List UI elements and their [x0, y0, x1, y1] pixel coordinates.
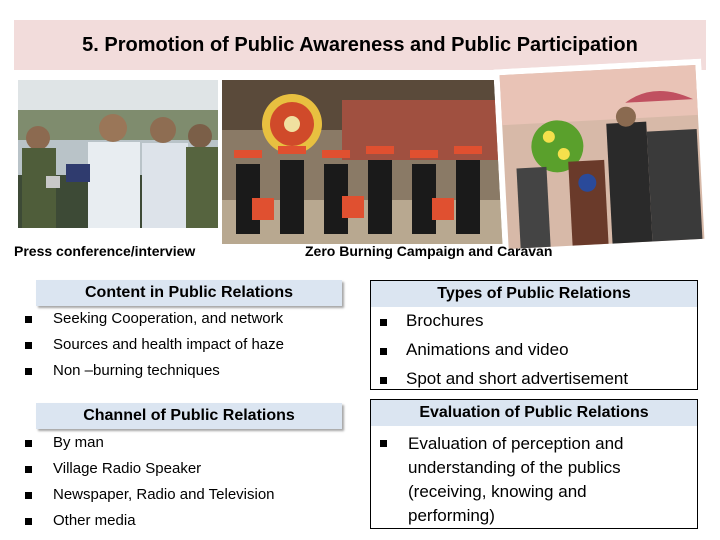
list-item	[380, 432, 670, 528]
list-item-text: Seeking Cooperation, and network	[53, 310, 284, 327]
list-item	[25, 459, 345, 485]
bullet-icon	[380, 348, 387, 355]
bullet-icon	[380, 377, 387, 384]
list-item	[25, 334, 345, 360]
bullet-icon	[25, 368, 32, 375]
press-conference-photo	[18, 80, 218, 228]
list-item-text: Animations and video	[406, 340, 569, 359]
list-item-text: Evaluation of perception and understanding of the publics (receiving, knowing and performing)	[408, 434, 624, 525]
list-item	[380, 310, 692, 339]
list-item	[25, 433, 345, 459]
channel-heading: Channel of Public Relations	[36, 403, 342, 429]
slide-title: 5. Promotion of Public Awareness and Public Participation	[82, 33, 638, 56]
bullet-icon	[25, 466, 32, 473]
bullet-icon	[25, 492, 32, 499]
content-list	[25, 308, 345, 386]
bullet-icon	[25, 440, 32, 447]
press-conference-caption: Press conference/interview	[14, 243, 196, 259]
list-item-text: Sources and health impact of haze	[53, 336, 284, 353]
channel-list	[25, 433, 345, 537]
list-item	[380, 368, 692, 397]
bullet-icon	[25, 518, 32, 525]
bullet-icon	[25, 342, 32, 349]
list-item	[25, 308, 345, 334]
list-item-text: Village Radio Speaker	[53, 460, 202, 477]
list-item-text: Newspaper, Radio and Television	[53, 486, 275, 503]
list-item-text: Spot and short advertisement	[406, 369, 629, 388]
list-item	[25, 360, 345, 386]
list-item-text: Brochures	[406, 311, 484, 330]
list-item	[25, 485, 345, 511]
types-list	[380, 310, 692, 397]
list-item	[25, 511, 345, 537]
list-item	[380, 339, 692, 368]
list-item-text: Non –burning techniques	[53, 362, 220, 379]
campaign-photo	[222, 80, 520, 244]
bullet-icon	[380, 319, 387, 326]
campaign-caption: Zero Burning Campaign and Caravan	[305, 243, 553, 259]
bullet-icon	[380, 440, 387, 447]
bullet-icon	[25, 316, 32, 323]
evaluation-heading: Evaluation of Public Relations	[371, 400, 697, 426]
content-heading: Content in Public Relations	[36, 280, 342, 306]
list-item-text: Other media	[53, 512, 136, 529]
title-bar	[14, 20, 706, 70]
types-heading: Types of Public Relations	[371, 281, 697, 307]
evaluation-list	[380, 432, 692, 528]
list-item-text: By man	[53, 434, 104, 451]
event-photo	[493, 59, 710, 256]
